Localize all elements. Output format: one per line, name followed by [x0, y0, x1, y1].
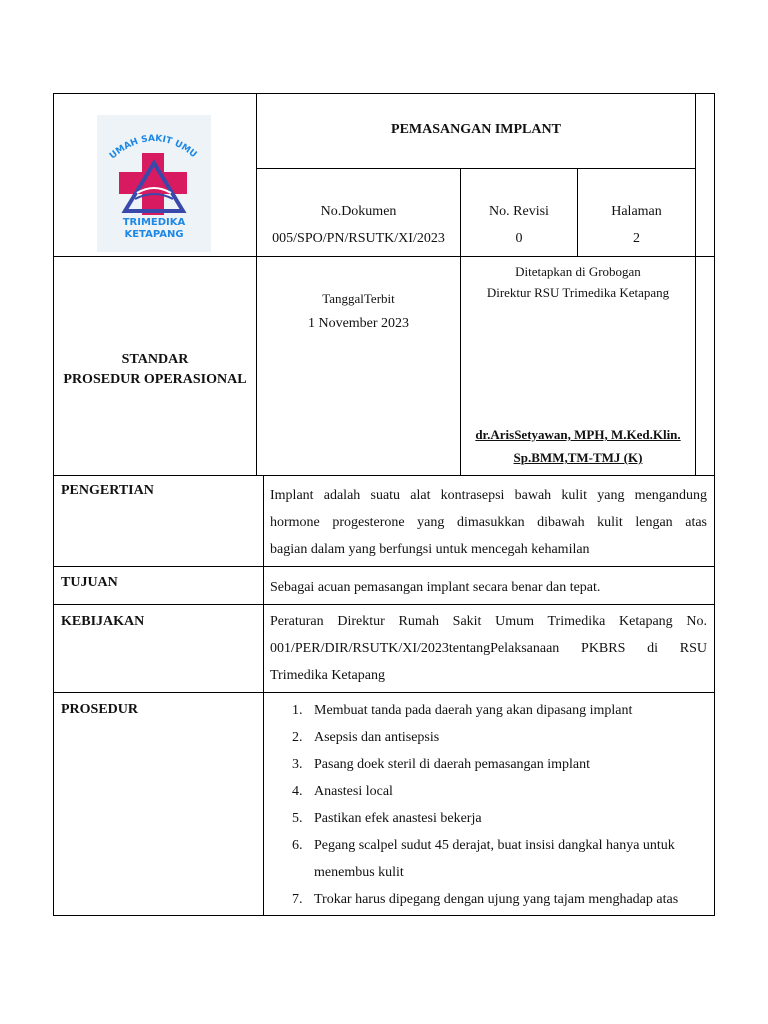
ditetapkan-line1: Ditetapkan di Grobogan — [515, 264, 641, 279]
prosedur-label: PROSEDUR — [61, 702, 139, 717]
pengertian-line3: bagian dalam yang berfungsi untuk mencegah kehamilan — [270, 542, 590, 557]
kebijakan-line2: 001/PER/DIR/RSUTK/XI/2023tentangPelaksanaan PKBRS di RSU — [270, 641, 707, 656]
prosedur-item: 2. Asepsis dan antisepsis — [292, 730, 440, 745]
hospital-logo — [97, 115, 211, 252]
prosedur-item: 3. Pasang doek steril di daerah pemasangan implant — [292, 757, 591, 772]
prosedur-item: 6. Pegang scalpel sudut 45 derajat, buat insisi dangkal hanya untuk menembus kulit — [292, 838, 675, 880]
prosedur-item: 5. Pastikan efek anastesi bekerja — [292, 811, 482, 826]
no-dokumen-label: No.Dokumen — [320, 204, 397, 219]
pengertian-line2: hormone progesterone yang dimasukkan dibawah kulit lengan atas — [270, 515, 707, 530]
prosedur-item: 1. Membuat tanda pada daerah yang akan dipasang implant — [292, 703, 633, 718]
prosedur-list-container — [270, 697, 710, 913]
pengertian-label: PENGERTIAN — [61, 483, 154, 498]
standar-line1: STANDAR — [121, 352, 189, 367]
tanggal-terbit-value: 1 November 2023 — [307, 316, 410, 331]
tanggal-terbit-label: TanggalTerbit — [322, 291, 395, 306]
tujuan-text: Sebagai acuan pemasangan implant secara benar dan tepat. — [270, 580, 601, 595]
logo-arc-text: UMAH SAKIT UMU — [107, 133, 199, 162]
pengertian-text — [270, 482, 707, 563]
prosedur-item: 4. Anastesi local — [292, 784, 393, 799]
prosedur-item: 7. Trokar harus dipegang dengan ujung yang tajam menghadap atas — [292, 892, 679, 907]
kebijakan-label: KEBIJAKAN — [61, 614, 145, 629]
logo-name-line1: TRIMEDIKA — [122, 217, 186, 228]
pengertian-line1: Implant adalah suatu alat kontrasepsi bawah kulit yang mengandung — [270, 488, 707, 503]
standar-line2: PROSEDUR OPERASIONAL — [63, 372, 247, 387]
kebijakan-text — [270, 608, 707, 689]
document-title: PEMASANGAN IMPLANT — [391, 122, 561, 137]
ditetapkan-line2: Direktur RSU Trimedika Ketapang — [486, 285, 670, 300]
standar-label — [54, 350, 256, 390]
signatory-line2: Sp.BMM,TM-TMJ (K) — [513, 450, 643, 465]
halaman-value: 2 — [633, 231, 640, 246]
halaman-label: Halaman — [611, 204, 662, 219]
signatory-line1: dr.ArisSetyawan, MPH, M.Ked.Klin. — [475, 427, 681, 442]
no-dokumen-value: 005/SPO/PN/RSUTK/XI/2023 — [272, 231, 445, 246]
kebijakan-line1: Peraturan Direktur Rumah Sakit Umum Trimedika Ketapang No. — [270, 614, 707, 629]
logo-name-line2: KETAPANG — [124, 229, 184, 240]
no-revisi-value: 0 — [515, 231, 523, 246]
kebijakan-line3: Trimedika Ketapang — [270, 668, 385, 683]
no-revisi-label: No. Revisi — [489, 204, 549, 219]
prosedur-list — [270, 697, 710, 913]
tujuan-label: TUJUAN — [61, 575, 118, 590]
